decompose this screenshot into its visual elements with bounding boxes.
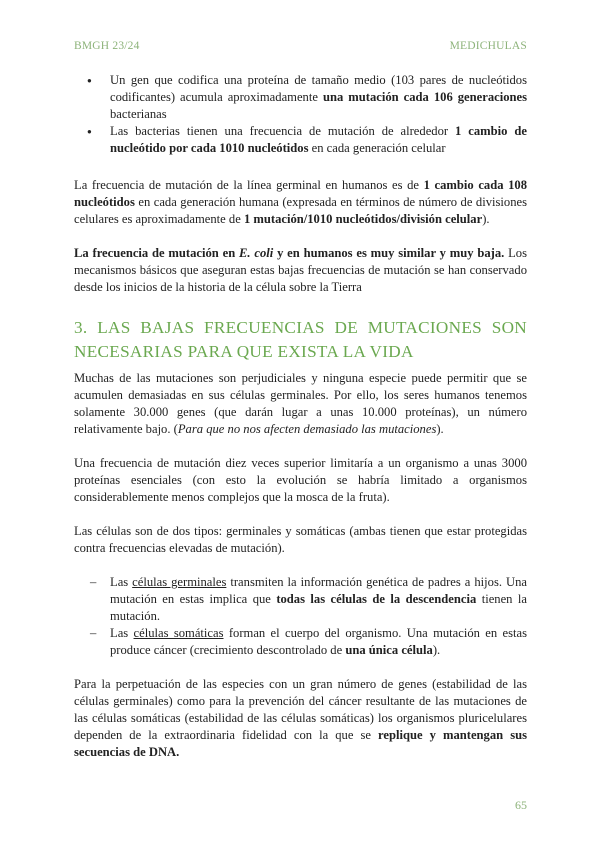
header-brand: MEDICHULAS xyxy=(449,40,527,52)
paragraph-harmful-mutations: Muchas de las mutaciones son perjudiciales y ninguna especie puede permitir que se acumulen demasiadas en sus células germinales. Por ello, los seres humanos tenemos solamente 30.000 genes (que darán lugar a unas 10.000 proteínas), un número relativamente bajo. (Para que no nos afecten demasiado las mutaciones). xyxy=(74,371,527,436)
page-number: 65 xyxy=(515,798,527,812)
dash-item-germinal: – Las células germinales transmiten la información genética de padres a hijos. Una mutación en estas implica que todas las células de la descendencia tienen la mutación. xyxy=(74,574,527,625)
paragraph-dna-fidelity: Para la perpetuación de las especies con un gran número de genes (estabilidad de las células germinales) como para la prevención del cáncer resultante de las mutaciones de las células somáticas (estabilidad de las células somáticas) los organismos pluricelulares dependen de la extraordinaria fidelidad con la que se replique y mantengan sus secuencias de DNA. xyxy=(74,677,527,759)
mutation-rate-bullet-list xyxy=(74,72,527,157)
dash-item-somatic: – Las células somáticas forman el cuerpo del organismo. Una mutación en estas produce cáncer (crecimiento descontrolado de una única célula). xyxy=(74,625,527,659)
section-heading: 3. LAS BAJAS FRECUENCIAS DE MUTACIONES SON NECESARIAS PARA QUE EXISTA LA VIDA xyxy=(74,318,527,361)
page-content xyxy=(74,72,527,761)
paragraph-higher-frequency: Una frecuencia de mutación diez veces superior limitaría a un organismo a unas 3000 proteínas esenciales (con esto la evolución se habría limitado a organismos considerablemente menos complejos que la mosca de la fruta). xyxy=(74,456,527,504)
bullet-item-gene: ● Un gen que codifica una proteína de tamaño medio (103 pares de nucleótidos codificantes) acumula aproximadamente una mutación cada 106 generaciones bacterianas xyxy=(74,72,527,123)
header-course-code: BMGH 23/24 xyxy=(74,40,140,52)
paragraph-cell-types: Las células son de dos tipos: germinales y somáticas (ambas tienen que estar protegidas contra frecuencias elevadas de mutación). xyxy=(74,524,527,555)
paragraph-germinal-rate: La frecuencia de mutación de la línea germinal en humanos es de 1 cambio cada 108 nucleótidos en cada generación humana (expresada en términos de número de divisiones celulares es aproximadamente de 1 mutación/1010 nucleótidos/división celular). xyxy=(74,178,527,226)
bullet-item-bacteria: ● Las bacterias tienen una frecuencia de mutación de alrededor 1 cambio de nucleótido por cada 1010 nucleótidos en cada generación celular xyxy=(74,123,527,157)
paragraph-similar-rate: La frecuencia de mutación en E. coli y en humanos es muy similar y muy baja. Los mecanismos básicos que aseguran estas bajas frecuencias de mutación se han conservado desde los inicios de la historia de la célula sobre la Tierra xyxy=(74,246,527,294)
cell-types-dash-list xyxy=(74,574,527,659)
